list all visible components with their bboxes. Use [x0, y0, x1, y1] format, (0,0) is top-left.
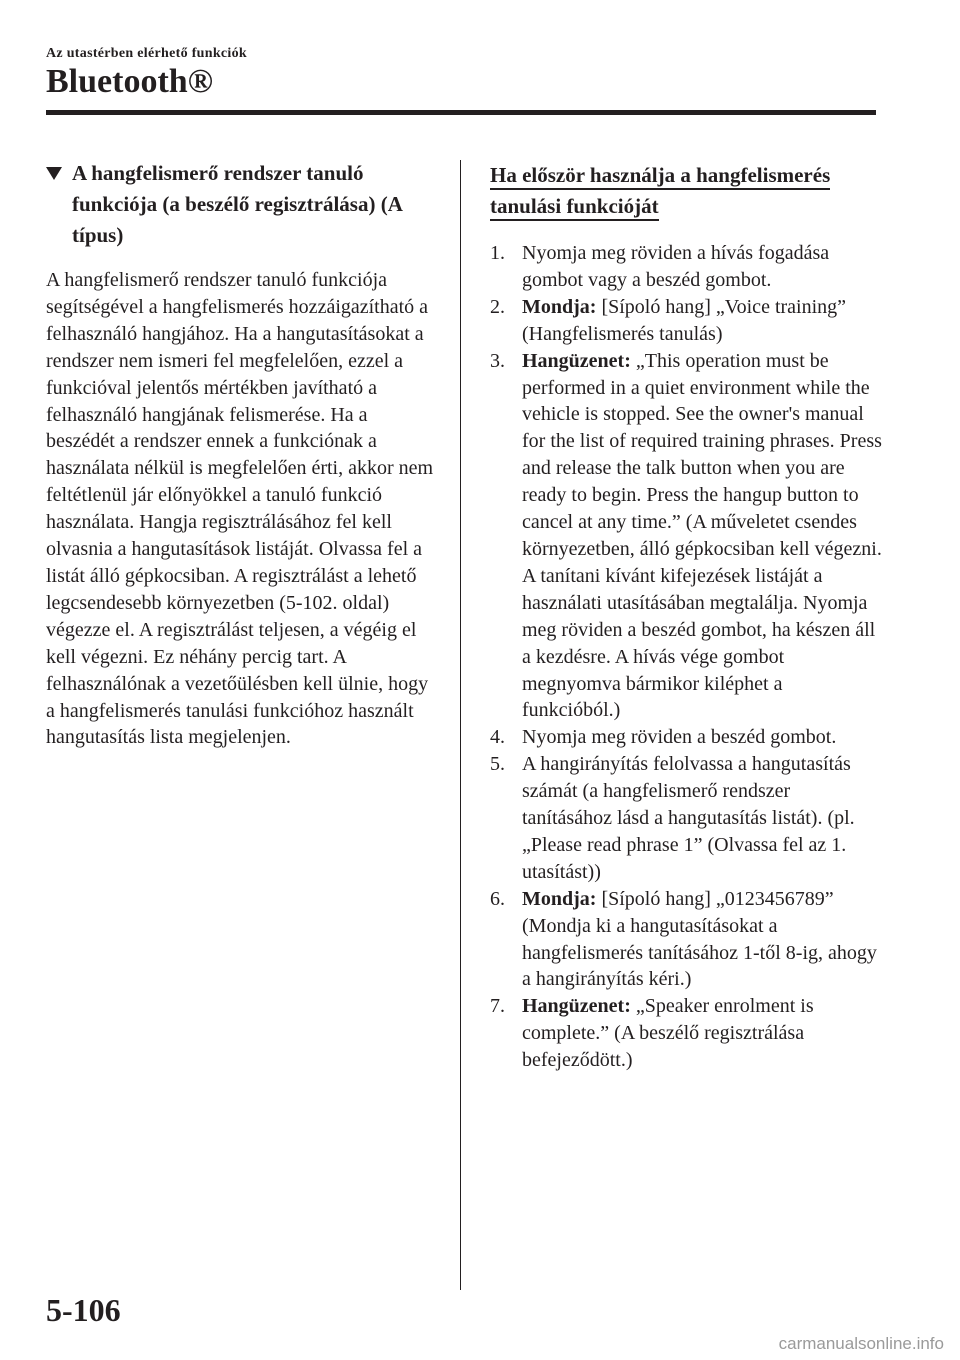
step-label: Mondja: [522, 887, 597, 910]
step-text: „This operation must be performed in a quiet environment while the vehicle is stopped. See the owner's manual for the list of required training phrases. Press and release the talk button when you are ready to begin. Press the hangup button to cancel at any time.” (A műveletet csendes környezetben, álló gépkocsiban kell végezni. A tanítani kívánt kifejezések listáját a használati utasításában megtalálja. Nyomja meg röviden a beszéd gombot, ha készen áll a kezdésre. A hívás vége gombot megnyomva bármikor kiléphet a funkcióból.) [522, 349, 882, 722]
column-divider [460, 160, 461, 1290]
sub-heading-text: A hangfelismerő rendszer tanuló funkciója (a beszélő regisztrálása) (A típus) [72, 161, 402, 247]
step-label: Mondja: [522, 295, 597, 318]
procedure-heading [490, 160, 882, 222]
watermark: carmanualsonline.info [778, 1334, 944, 1353]
list-item [490, 993, 882, 1074]
step-text: Nyomja meg röviden a hívás fogadása gombot vagy a beszéd gombot. [522, 242, 830, 291]
step-number: 5. [490, 753, 505, 776]
right-column [490, 160, 882, 1074]
step-number: 7. [490, 995, 505, 1018]
list-item [490, 348, 882, 725]
procedure-heading-line2: tanulási funkcióját [490, 194, 659, 221]
step-text: Nyomja meg röviden a beszéd gombot. [522, 726, 837, 749]
step-label: Hangüzenet: [522, 995, 631, 1018]
procedure-heading-line1: Ha először használja a hangfelismerés [490, 163, 830, 190]
header-rule [46, 110, 876, 115]
list-item [490, 751, 882, 886]
step-number: 6. [490, 887, 505, 910]
left-column [46, 158, 438, 751]
step-number: 1. [490, 242, 505, 264]
list-item [490, 724, 882, 751]
page-number: 5-106 [46, 1292, 121, 1328]
step-text: „Speaker enrolment is complete.” (A beszélő regisztrálása befejeződött.) [522, 995, 814, 1072]
steps-list [490, 240, 882, 1074]
sub-heading [46, 158, 438, 251]
step-text: A hangirányítás felolvassa a hangutasítás számát (a hangfelismerő rendszer tanításához lásd a hangutasítás listát). (pl. „Please read phrase 1” (Olvassa fel az 1. utasítást)) [522, 753, 855, 883]
step-text: [Sípoló hang] „0123456789” (Mondja ki a hangutasításokat a hangfelismerés tanításához 1-től 8-ig, ahogy a hangirányítás kéri.) [522, 887, 877, 991]
step-label: Hangüzenet: [522, 349, 631, 372]
list-item [490, 240, 882, 294]
list-item [490, 294, 882, 348]
list-item [490, 886, 882, 994]
triangle-down-icon [46, 167, 62, 180]
intro-paragraph: A hangfelismerő rendszer tanuló funkciója segítségével a hangfelismerés hozzáigazítható a felhasználó hangjához. Ha a hangutasításokat a rendszer nem ismeri fel megfelelően, ezzel a funkcióval jelentős mértékben javítható a felhasználó hangjának felismerése. Ha a beszédét a rendszer ennek a funkciónak a használata nélkül is megfelelően érti, akkor nem feltétlenül jár előnyökkel a tanuló funkció használata. Hangja regisztrálásához fel kell olvasnia a hangutasítások listáját. Olvassa fel a listát álló gépkocsiban. A regisztrálást a lehető legcsendesebb környezetben (5-102. oldal) végezze el. A regisztrálást teljesen, a végéig el kell végezni. Ez néhány percig tart. A felhasználónak a vezetőülésben kell ülnie, hogy a hangfelismerés tanulási funkcióhoz használt hangutasítás lista megjelenjen. [46, 269, 434, 749]
section-header: Az utastérben elérhető funkciók [46, 46, 247, 61]
step-number: 3. [490, 349, 505, 372]
step-number: 2. [490, 295, 505, 318]
step-number: 4. [490, 726, 505, 749]
chapter-title: Bluetooth® [46, 63, 214, 100]
step-text: [Sípoló hang] „Voice training” (Hangfelismerés tanulás) [522, 295, 847, 345]
